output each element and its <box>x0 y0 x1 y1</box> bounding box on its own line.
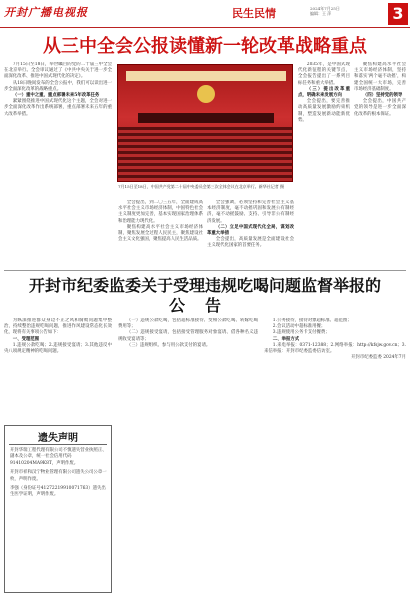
lead-subhead: （二）立足中国式现代化全局，谋划改革重大举措 <box>207 224 294 237</box>
report-column-2 <box>118 318 258 593</box>
section-title: 民生民情 <box>232 7 276 20</box>
report-signature: 开封市纪委监委 2024年7月 <box>351 355 406 361</box>
notice-body <box>10 448 108 502</box>
lead-subhead: （一）重中之重，重点部署未来5年改革任务 <box>12 93 100 99</box>
lead-intro: 7月15日至18日，举世瞩目的党的二十届三中全会在北京举行。全会审议通过了《中共中央关于进一步全面深化改革、推进中国式现代化的决定》。 <box>4 62 112 80</box>
lead-paragraph: 全会强调，必须坚持和完善社会主义基本经济制度，毫不动摇巩固和发展公有制经济，毫不动摇鼓励、支持、引导非公有制经济发展。 <box>207 200 294 224</box>
photo-rostrum <box>138 113 274 123</box>
notice-item: 开封市祥和汉宁物业管理有限公司遗失公司公章一枚，声明作废。 <box>10 470 107 482</box>
lead-column-3 <box>207 200 294 268</box>
second-headline-line-2: 公告 <box>168 296 241 315</box>
notice-title: 遗失声明 <box>38 433 78 444</box>
plenary-session-photo <box>117 64 293 182</box>
dateline <box>310 6 340 16</box>
report-paragraph: 1.来电举报：0371-12388；2.网络举报：http://kfsjw.gov.cn；3.来信举报：开封市纪委监委信访室。 <box>264 342 406 355</box>
lead-column-5 <box>354 62 406 268</box>
lead-paragraph: 紧紧围绕推进中国式现代化这个主题，全会对进一步全面深化改革作出系统部署，重点部署未来五年的重大改革举措。 <box>4 99 112 117</box>
lead-column-4 <box>298 62 350 268</box>
report-paragraph: （三）违规组织、参与用公款支付的宴请。 <box>126 342 211 348</box>
masthead <box>0 0 410 28</box>
lead-headline: 从三中全会公报读懂新一轮改革战略重点 <box>43 36 367 57</box>
date-line-1: 2024年7月25日 <box>310 6 340 11</box>
notice-divider <box>9 444 107 445</box>
newspaper-logo: 开封广播电视报 <box>4 6 88 19</box>
lead-paragraph: 全会提出，中国共产党的领导是进一步全面深化改革的根本保证。 <box>354 99 406 117</box>
lead-paragraph: 2035年，是中国式现代化新征程的关键节点，全会报告提出了一系列目标任务和重大举措。 <box>298 62 350 86</box>
report-subhead: 二、举报方式 <box>272 336 300 342</box>
report-paragraph: 为纵深推进群众身边不正之风和腐败问题集中整治，持续整治违规吃喝问题，推进作风建设常态化长效化，现将有关事项公告如下： <box>4 318 112 336</box>
report-column-1 <box>4 318 112 420</box>
notice-item: 开封华瑞工程代理有限公司不慎遗失营业执照正、副本及公章，统一社会信用代码91410204MA9K8T，声明作废。 <box>10 448 107 466</box>
report-paragraph: 1.违规公款吃喝；2.违规接受宴请；3.其他违反中央八项规定精神的吃喝问题。 <box>4 342 112 355</box>
emblem-icon <box>197 85 215 103</box>
date-line-2: 编辑：王 萍 <box>310 11 332 16</box>
photo-caption: 7月15日至18日，中国共产党第二十届中央委员会第三次全体会议在北京举行。新华社记者 摄 <box>118 184 284 189</box>
lead-paragraph: 全会提出，高质量发展是全面建设社会主义现代化国家的首要任务。 <box>207 237 294 249</box>
lead-column-2 <box>118 200 203 268</box>
section-divider <box>4 270 406 271</box>
lead-paragraph: 全会提出，到二〇三五年，全面建成高水平社会主义市场经济体制，中国特色社会主义制度更加完善，基本实现国家治理体系和治理能力现代化。 <box>118 200 203 224</box>
lead-paragraph: 从18日晚间发布的全会公报中，我们可以读出进一步全面深化改革的战略重点。 <box>4 80 112 92</box>
report-column-3 <box>264 318 406 593</box>
lost-notice-box <box>4 425 112 593</box>
photo-audience <box>118 127 293 182</box>
photo-banner <box>126 71 286 81</box>
lead-subhead: （三）提出改革重点，明确未来发展方向 <box>298 86 350 99</box>
report-paragraph: 3.违规使用公务卡支付餐费； <box>272 330 330 336</box>
second-headline: 开封市纪委监委关于受理违规吃喝问题监督举报的 <box>28 276 381 295</box>
lead-paragraph: 全会提出，要完善推动高质量发展激励约束机制，塑造发展新动能新优势。 <box>298 99 350 123</box>
lead-paragraph: 聚焦构建高水平社会主义市场经济体制，坚持和落实'两个毫不动摇'，构建全国统一大市场，完善市场经济基础制度。 <box>354 62 406 92</box>
lead-subhead: （四）坚持党的领导 <box>362 93 403 99</box>
report-paragraph: 2.会议活动中超标准用餐； <box>272 324 326 330</box>
report-paragraph: （一）违规公款吃喝，包括超标准接待、变相公款吃喝、转嫁吃喝费用等； <box>118 318 258 330</box>
notice-item: 李强（身份证号41272219910071763）遗失出生医学证明，声明作废。 <box>10 486 106 498</box>
report-paragraph: （二）违规接受宴请，包括接受管理服务对象宴请、借各种名义违规收受宴请等； <box>118 330 258 342</box>
report-subhead: 一、受理范围 <box>12 336 40 342</box>
page-number: 3 <box>388 3 408 25</box>
lead-column-1 <box>4 62 112 268</box>
report-paragraph: 1.公务接待，接待对象超标准、超范围； <box>272 318 352 323</box>
lead-paragraph: 聚焦构建高水平社会主义市场经济体制，聚焦发展全过程人民民主，聚焦建设社会主义文化强国，聚焦提高人民生活品质。 <box>118 224 203 243</box>
